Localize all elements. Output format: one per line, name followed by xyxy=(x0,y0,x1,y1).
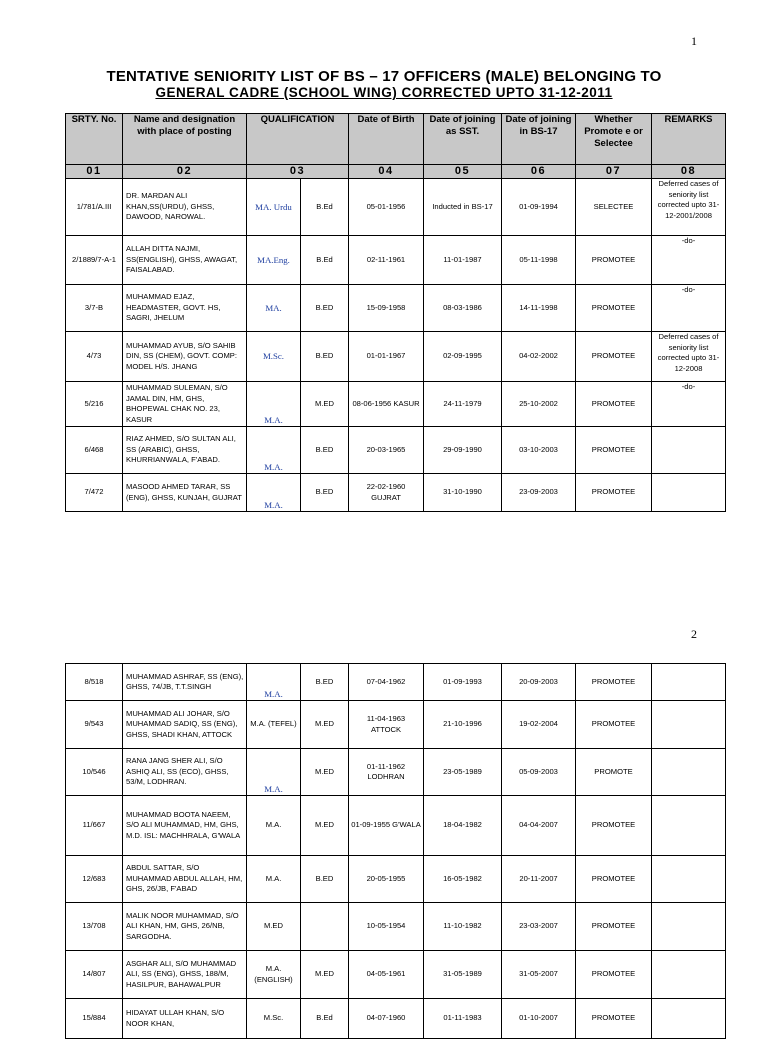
date-of-birth: 05-01-1956 xyxy=(349,179,424,236)
date-joining-sst: 11-01-1987 xyxy=(424,236,502,285)
date-joining-bs17: 05-11-1998 xyxy=(502,236,576,285)
promotee-status: PROMOTEE xyxy=(576,474,652,512)
qualification-academic: M.Sc. xyxy=(247,999,301,1039)
officer-name-designation: MUHAMMAD AYUB, S/O SAHIB DIN, SS (CHEM), GOVT. COMP: MODEL H/S. JHANG xyxy=(123,332,247,382)
remarks xyxy=(652,749,726,796)
date-joining-bs17: 20-09-2003 xyxy=(502,664,576,701)
remarks xyxy=(652,951,726,999)
seniority-number: 12/683 xyxy=(66,856,123,903)
qualification-professional: B.ED xyxy=(301,664,349,701)
qualification-professional: M.ED xyxy=(301,382,349,427)
seniority-number: 11/667 xyxy=(66,796,123,856)
remarks: Deferred cases of seniority list corrected upto 31-12-2001/2008 xyxy=(652,179,726,236)
qualification-academic: M.Sc. xyxy=(247,332,301,382)
officer-name-designation: MUHAMMAD SULEMAN, S/O JAMAL DIN, HM, GHS, BHOPEWAL CHAK NO. 23, KASUR xyxy=(123,382,247,427)
officer-name-designation: RIAZ AHMED, S/O SULTAN ALI, SS (ARABIC), GHSS, KHURRIANWALA, F'ABAD. xyxy=(123,427,247,474)
qualification-academic: MA. xyxy=(247,285,301,332)
date-joining-bs17: 01-09-1994 xyxy=(502,179,576,236)
seniority-number: 7/472 xyxy=(66,474,123,512)
seniority-number: 13/708 xyxy=(66,903,123,951)
header-joining-bs17: Date of joining in BS-17 xyxy=(502,114,576,165)
page-number: 1 xyxy=(691,34,697,48)
date-joining-sst: 21-10-1996 xyxy=(424,701,502,749)
date-joining-sst: 31-05-1989 xyxy=(424,951,502,999)
date-of-birth: 10-05-1954 xyxy=(349,903,424,951)
qualification-academic: M.A. (TEFEL) xyxy=(247,701,301,749)
promotee-status: PROMOTEE xyxy=(576,796,652,856)
column-number: 02 xyxy=(123,165,247,179)
date-of-birth: 04-05-1961 xyxy=(349,951,424,999)
document-subtitle: GENERAL CADRE (SCHOOL WING) CORRECTED UPTO 31-12-2011 xyxy=(155,85,613,100)
table-row xyxy=(66,749,726,796)
qualification-professional: B.ED xyxy=(301,856,349,903)
remarks xyxy=(652,796,726,856)
table-row xyxy=(66,285,726,332)
qualification-academic: M.A. xyxy=(247,856,301,903)
seniority-number: 2/1889/7-A-1 xyxy=(66,236,123,285)
seniority-number: 10/546 xyxy=(66,749,123,796)
qualification-professional: B.Ed xyxy=(301,179,349,236)
date-joining-sst: 11-10-1982 xyxy=(424,903,502,951)
date-joining-sst: 01-09-1993 xyxy=(424,664,502,701)
date-of-birth: 02-11-1961 xyxy=(349,236,424,285)
table-row xyxy=(66,427,726,474)
officer-name-designation: DR. MARDAN ALI KHAN,SS(URDU), GHSS, DAWOOD, NAROWAL. xyxy=(123,179,247,236)
qualification-professional: B.ED xyxy=(301,285,349,332)
date-of-birth: 08-06-1956 KASUR xyxy=(349,382,424,427)
seniority-table-page2 xyxy=(65,663,726,1039)
promotee-status: PROMOTEE xyxy=(576,427,652,474)
qualification-professional: B.ED xyxy=(301,474,349,512)
header-srty: SRTY. No. xyxy=(66,114,123,165)
seniority-number: 9/543 xyxy=(66,701,123,749)
promotee-status: PROMOTEE xyxy=(576,236,652,285)
date-of-birth: 01-09-1955 G'WALA xyxy=(349,796,424,856)
page-number: 2 xyxy=(691,627,697,641)
promotee-status: PROMOTEE xyxy=(576,332,652,382)
remarks xyxy=(652,427,726,474)
remarks: Deferred cases of seniority list corrected upto 31-12-2008 xyxy=(652,332,726,382)
column-number: 06 xyxy=(502,165,576,179)
seniority-number: 3/7-B xyxy=(66,285,123,332)
date-joining-bs17: 04-02-2002 xyxy=(502,332,576,382)
column-number: 03 xyxy=(247,165,349,179)
officer-name-designation: RANA JANG SHER ALI, S/O ASHIQ ALI, SS (ECO), GHSS, 53/M, LODHRAN. xyxy=(123,749,247,796)
officer-name-designation: MALIK NOOR MUHAMMAD, S/O ALI KHAN, HM, GHS, 26/NB, SARGODHA. xyxy=(123,903,247,951)
seniority-number: 4/73 xyxy=(66,332,123,382)
promotee-status: PROMOTEE xyxy=(576,856,652,903)
date-joining-sst: Inducted in BS-17 xyxy=(424,179,502,236)
date-joining-sst: 18-04-1982 xyxy=(424,796,502,856)
date-joining-sst: 01-11-1983 xyxy=(424,999,502,1039)
date-joining-bs17: 31-05-2007 xyxy=(502,951,576,999)
header-qualification: QUALIFICATION xyxy=(247,114,349,165)
qualification-professional: B.Ed xyxy=(301,999,349,1039)
qualification-academic: M.A. xyxy=(247,664,301,701)
officer-name-designation: MUHAMMAD EJAZ, HEADMASTER, GOVT. HS, SAGRI, JHELUM xyxy=(123,285,247,332)
column-number: 01 xyxy=(66,165,123,179)
officer-name-designation: ALLAH DITTA NAJMI, SS(ENGLISH), GHSS, AWAGAT, FAISALABAD. xyxy=(123,236,247,285)
date-of-birth: 22-02-1960 GUJRAT xyxy=(349,474,424,512)
column-number: 07 xyxy=(576,165,652,179)
table-row xyxy=(66,701,726,749)
header-joining-sst: Date of joining as SST. xyxy=(424,114,502,165)
date-of-birth: 07-04-1962 xyxy=(349,664,424,701)
date-joining-sst: 29-09-1990 xyxy=(424,427,502,474)
remarks xyxy=(652,903,726,951)
officer-name-designation: HIDAYAT ULLAH KHAN, S/O NOOR KHAN, xyxy=(123,999,247,1039)
column-number: 08 xyxy=(652,165,726,179)
date-joining-sst: 23-05-1989 xyxy=(424,749,502,796)
header-dob: Date of Birth xyxy=(349,114,424,165)
date-joining-bs17: 05-09-2003 xyxy=(502,749,576,796)
officer-name-designation: MASOOD AHMED TARAR, SS (ENG), GHSS, KUNJAH, GUJRAT xyxy=(123,474,247,512)
promotee-status: PROMOTEE xyxy=(576,999,652,1039)
promotee-status: PROMOTEE xyxy=(576,382,652,427)
document-title: TENTATIVE SENIORITY LIST OF BS – 17 OFFICERS (MALE) BELONGING TO xyxy=(106,68,662,85)
seniority-number: 5/216 xyxy=(66,382,123,427)
remarks xyxy=(652,856,726,903)
promotee-status: PROMOTEE xyxy=(576,285,652,332)
promotee-status: PROMOTEE xyxy=(576,664,652,701)
date-joining-bs17: 03-10-2003 xyxy=(502,427,576,474)
date-of-birth: 20-03-1965 xyxy=(349,427,424,474)
seniority-number: 8/518 xyxy=(66,664,123,701)
table-row xyxy=(66,951,726,999)
seniority-number: 1/781/A.III xyxy=(66,179,123,236)
date-of-birth: 11-04-1963 ATTOCK xyxy=(349,701,424,749)
date-joining-bs17: 25-10-2002 xyxy=(502,382,576,427)
date-joining-bs17: 23-03-2007 xyxy=(502,903,576,951)
column-number: 04 xyxy=(349,165,424,179)
date-joining-bs17: 19-02-2004 xyxy=(502,701,576,749)
qualification-professional: M.ED xyxy=(301,701,349,749)
date-of-birth: 01-11-1962 LODHRAN xyxy=(349,749,424,796)
date-of-birth: 20-05-1955 xyxy=(349,856,424,903)
promotee-status: PROMOTEE xyxy=(576,701,652,749)
table-row xyxy=(66,179,726,236)
date-joining-bs17: 23-09-2003 xyxy=(502,474,576,512)
date-of-birth: 04-07-1960 xyxy=(349,999,424,1039)
qualification-academic: M.A. xyxy=(247,474,301,512)
qualification-professional: M.ED xyxy=(301,951,349,999)
remarks: -do- xyxy=(652,382,726,427)
qualification-academic: M.A. (ENGLISH) xyxy=(247,951,301,999)
seniority-number: 15/884 xyxy=(66,999,123,1039)
remarks: -do- xyxy=(652,236,726,285)
officer-name-designation: ASGHAR ALI, S/O MUHAMMAD ALI, SS (ENG), GHSS, 188/M, HASILPUR, BAHAWALPUR xyxy=(123,951,247,999)
qualification-professional: M.ED xyxy=(301,796,349,856)
promotee-status: SELECTEE xyxy=(576,179,652,236)
date-joining-bs17: 20-11-2007 xyxy=(502,856,576,903)
qualification-professional: B.ED xyxy=(301,332,349,382)
table-row xyxy=(66,382,726,427)
column-number: 05 xyxy=(424,165,502,179)
qualification-professional xyxy=(301,903,349,951)
remarks xyxy=(652,474,726,512)
date-joining-sst: 08-03-1986 xyxy=(424,285,502,332)
date-joining-sst: 02-09-1995 xyxy=(424,332,502,382)
qualification-academic: M.A. xyxy=(247,749,301,796)
remarks xyxy=(652,701,726,749)
qualification-academic: MA.Eng. xyxy=(247,236,301,285)
qualification-professional: B.Ed xyxy=(301,236,349,285)
officer-name-designation: ABDUL SATTAR, S/O MUHAMMAD ABDUL ALLAH, HM, GHS, 26/JB, F'ABAD xyxy=(123,856,247,903)
header-promotee-selectee: Whether Promote e or Selectee xyxy=(576,114,652,165)
seniority-number: 14/807 xyxy=(66,951,123,999)
qualification-academic: M.A. xyxy=(247,382,301,427)
officer-name-designation: MUHAMMAD BOOTA NAEEM, S/O ALI MUHAMMAD, HM, GHS, M.D. ISL: MACHHRALA, G'WALA xyxy=(123,796,247,856)
remarks xyxy=(652,664,726,701)
table-row xyxy=(66,903,726,951)
qualification-academic: M.A. xyxy=(247,796,301,856)
table-row xyxy=(66,999,726,1039)
promotee-status: PROMOTEE xyxy=(576,903,652,951)
date-joining-bs17: 04-04-2007 xyxy=(502,796,576,856)
date-joining-bs17: 14-11-1998 xyxy=(502,285,576,332)
date-joining-sst: 16-05-1982 xyxy=(424,856,502,903)
header-remarks: REMARKS xyxy=(652,114,726,165)
table-row xyxy=(66,664,726,701)
qualification-professional: M.ED xyxy=(301,749,349,796)
qualification-academic: MA. Urdu xyxy=(247,179,301,236)
date-joining-sst: 24-11-1979 xyxy=(424,382,502,427)
promotee-status: PROMOTEE xyxy=(576,951,652,999)
table-row xyxy=(66,474,726,512)
qualification-academic: M.A. xyxy=(247,427,301,474)
table-row xyxy=(66,856,726,903)
remarks xyxy=(652,999,726,1039)
table-row xyxy=(66,236,726,285)
table-row xyxy=(66,796,726,856)
officer-name-designation: MUHAMMAD ASHRAF, SS (ENG), GHSS, 74/JB, T.T.SINGH xyxy=(123,664,247,701)
date-of-birth: 15-09-1958 xyxy=(349,285,424,332)
seniority-table-page1 xyxy=(65,113,726,512)
qualification-academic: M.ED xyxy=(247,903,301,951)
officer-name-designation: MUHAMMAD ALI JOHAR, S/O MUHAMMAD SADIQ, SS (ENG), GHSS, SHADI KHAN, ATTOCK xyxy=(123,701,247,749)
date-joining-bs17: 01-10-2007 xyxy=(502,999,576,1039)
remarks: -do- xyxy=(652,285,726,332)
header-name: Name and designation with place of posting xyxy=(123,114,247,165)
seniority-number: 6/468 xyxy=(66,427,123,474)
date-joining-sst: 31-10-1990 xyxy=(424,474,502,512)
table-row xyxy=(66,332,726,382)
qualification-professional: B.ED xyxy=(301,427,349,474)
promotee-status: PROMOTE xyxy=(576,749,652,796)
date-of-birth: 01-01-1967 xyxy=(349,332,424,382)
